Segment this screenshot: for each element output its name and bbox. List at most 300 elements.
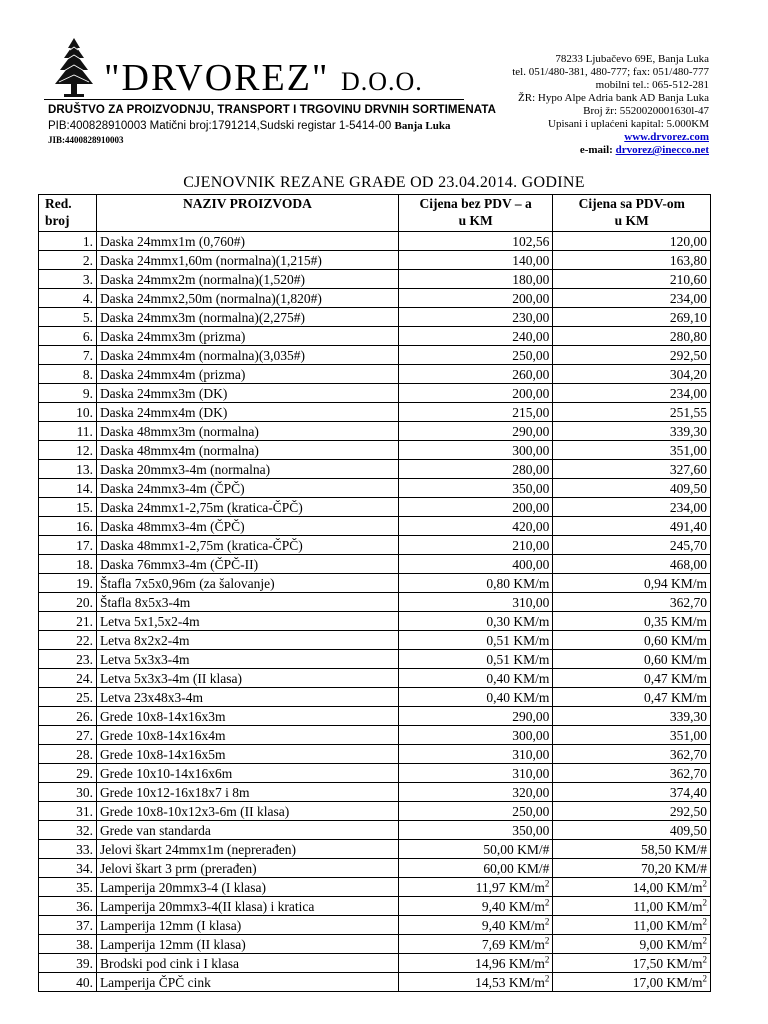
row-number [39, 308, 97, 327]
price-ex-vat-text: 350,00 [512, 822, 550, 838]
contact-mobile: mobilni tel.: 065-512-281 [595, 79, 709, 91]
row-number-text: 19. [76, 575, 93, 591]
price-inc-vat-text: 245,70 [669, 537, 707, 553]
price-inc-vat [553, 764, 711, 783]
price-ex-vat-text: 260,00 [512, 366, 550, 382]
row-number-text: 40. [76, 974, 93, 990]
price-ex-vat [398, 954, 553, 973]
row-number-text: 28. [76, 746, 93, 762]
row-number-text: 29. [76, 765, 93, 781]
price-ex-vat [398, 935, 553, 954]
table-row [39, 232, 711, 251]
price-ex-vat-text: 9,40 KM/m [481, 917, 545, 933]
price-inc-vat-text: 234,00 [669, 385, 707, 401]
price-inc-vat-text: 280,80 [669, 328, 707, 344]
price-inc-vat [553, 840, 711, 859]
row-number [39, 422, 97, 441]
price-inc-vat [553, 365, 711, 384]
price-inc-vat-text: 362,70 [669, 746, 707, 762]
price-inc-vat-text: 327,60 [669, 461, 707, 477]
col-header-price-inc-line1: Cijena sa PDV-om [578, 196, 685, 211]
price-ex-vat-text: 0,51 KM/m [486, 632, 550, 648]
price-ex-vat [398, 251, 553, 270]
price-inc-vat-text: 362,70 [669, 594, 707, 610]
col-header-name: NAZIV PROIZVODA [96, 195, 398, 232]
row-number [39, 536, 97, 555]
price-ex-vat-text: 200,00 [512, 290, 550, 306]
product-name [96, 916, 398, 935]
price-inc-vat-text: 304,20 [669, 366, 707, 382]
product-name [96, 498, 398, 517]
table-header-row [39, 195, 711, 232]
price-ex-vat-text: 14,96 KM/m [475, 955, 545, 971]
table-row [39, 251, 711, 270]
price-ex-vat [398, 688, 553, 707]
product-name-text: Daska 48mmx1-2,75m (kratica-ČPČ) [99, 537, 303, 553]
product-name-text: Lamperija 20mmx3-4 (I klasa) [99, 879, 267, 895]
product-name [96, 251, 398, 270]
table-row [39, 574, 711, 593]
unit-superscript: 2 [544, 935, 550, 945]
table-row [39, 954, 711, 973]
product-name [96, 745, 398, 764]
price-inc-vat [553, 631, 711, 650]
product-name-text: Grede 10x8-14x16x3m [99, 708, 226, 724]
table-row [39, 669, 711, 688]
table-row [39, 935, 711, 954]
product-name-text: Štafla 8x5x3-4m [99, 594, 191, 610]
product-name-text: Daska 24mmx4m (prizma) [99, 366, 246, 382]
unit-superscript: 2 [544, 916, 550, 926]
row-number-text: 2. [82, 252, 93, 268]
product-name-text: Daska 24mmx2m (normalna)(1,520#) [99, 271, 306, 287]
price-inc-vat [553, 745, 711, 764]
price-inc-vat-text: 409,50 [669, 822, 707, 838]
price-table [38, 194, 711, 992]
price-inc-vat [553, 935, 711, 954]
price-inc-vat-text: 11,00 KM/m [633, 917, 703, 933]
row-number [39, 270, 97, 289]
company-brand [104, 58, 423, 102]
company-description: DRUŠTVO ZA PROIZVODNJU, TRANSPORT I TRGOVINU DRVNIH SORTIMENATA [48, 104, 496, 116]
row-number-text: 14. [76, 480, 93, 496]
row-number [39, 916, 97, 935]
row-number-text: 20. [76, 594, 93, 610]
price-ex-vat [398, 555, 553, 574]
row-number [39, 935, 97, 954]
price-inc-vat-text: 17,00 KM/m [632, 974, 703, 990]
price-inc-vat [553, 783, 711, 802]
product-name-text: Lamperija ČPČ cink [99, 974, 211, 990]
price-inc-vat-text: 409,50 [669, 480, 707, 496]
price-inc-vat-text: 9,00 KM/m [639, 936, 703, 952]
product-name-text: Daska 48mmx3-4m (ČPČ) [99, 518, 245, 534]
price-ex-vat [398, 859, 553, 878]
product-name-text: Grede van standarda [99, 822, 211, 838]
table-row [39, 555, 711, 574]
table-row [39, 878, 711, 897]
page-title: CJENOVNIK REZANE GRAĐE OD 23.04.2014. GODINE [183, 174, 585, 191]
price-ex-vat-text: 250,00 [512, 803, 550, 819]
brand-name: "DRVOREZ" [104, 57, 330, 99]
unit-superscript: 2 [544, 878, 550, 888]
table-row [39, 384, 711, 403]
unit-superscript: 2 [702, 878, 707, 888]
product-name [96, 346, 398, 365]
product-name [96, 422, 398, 441]
price-inc-vat [553, 593, 711, 612]
row-number [39, 251, 97, 270]
row-number-text: 23. [76, 651, 93, 667]
product-name [96, 327, 398, 346]
price-ex-vat [398, 479, 553, 498]
price-inc-vat [553, 973, 711, 992]
product-name-text: Daska 24mmx4m (normalna)(3,035#) [99, 347, 306, 363]
unit-superscript: 2 [544, 954, 550, 964]
product-name-text: Grede 10x10-14x16x6m [99, 765, 233, 781]
product-name-text: Letva 5x1,5x2-4m [99, 613, 200, 629]
price-inc-vat-text: 351,00 [669, 442, 707, 458]
row-number [39, 612, 97, 631]
row-number [39, 878, 97, 897]
col-header-price-inc-line2: u KM [614, 213, 649, 228]
price-ex-vat [398, 973, 553, 992]
price-ex-vat [398, 441, 553, 460]
row-number [39, 650, 97, 669]
jib-number: JIB:4400828910003 [48, 135, 124, 145]
price-inc-vat [553, 916, 711, 935]
product-name-text: Daska 24mmx1-2,75m (kratica-ČPČ) [99, 499, 303, 515]
price-inc-vat [553, 726, 711, 745]
col-header-price-ex-line1: Cijena bez PDV – a [419, 196, 532, 211]
row-number [39, 783, 97, 802]
price-inc-vat-text: 468,00 [669, 556, 707, 572]
product-name [96, 650, 398, 669]
row-number [39, 840, 97, 859]
price-ex-vat [398, 745, 553, 764]
product-name [96, 840, 398, 859]
row-number-text: 1. [82, 233, 93, 249]
price-ex-vat-text: 9,40 KM/m [481, 898, 545, 914]
email-label: e-mail: [579, 144, 613, 156]
price-ex-vat-text: 0,30 KM/m [486, 613, 550, 629]
row-number-text: 5. [82, 309, 93, 325]
price-inc-vat-text: 11,00 KM/m [633, 898, 703, 914]
product-name [96, 460, 398, 479]
website-link[interactable]: www.drvorez.com [624, 131, 709, 143]
unit-superscript: 2 [544, 897, 550, 907]
price-inc-vat [553, 460, 711, 479]
price-inc-vat [553, 574, 711, 593]
email-row [512, 144, 709, 157]
row-number [39, 384, 97, 403]
product-name-text: Daska 24mmx3m (normalna)(2,275#) [99, 309, 306, 325]
table-row [39, 289, 711, 308]
price-ex-vat [398, 840, 553, 859]
product-name [96, 688, 398, 707]
price-ex-vat-text: 215,00 [512, 404, 550, 420]
price-inc-vat [553, 517, 711, 536]
product-name [96, 878, 398, 897]
price-ex-vat-text: 210,00 [512, 537, 550, 553]
product-name-text: Lamperija 12mm (I klasa) [99, 917, 242, 933]
email-link[interactable]: drvorez@inecco.net [615, 144, 709, 156]
price-inc-vat [553, 422, 711, 441]
row-number-text: 9. [82, 385, 93, 401]
table-row [39, 270, 711, 289]
price-inc-vat [553, 403, 711, 422]
row-number-text: 33. [76, 841, 93, 857]
brand-suffix: D.O.O. [340, 67, 423, 96]
contact-address: 78233 Ljubačevo 69E, Banja Luka [555, 53, 709, 65]
price-ex-vat [398, 498, 553, 517]
row-number-text: 18. [76, 556, 93, 572]
price-inc-vat-text: 234,00 [669, 499, 707, 515]
row-number [39, 498, 97, 517]
contact-account: Broj žr: 5520020001630l-47 [583, 105, 709, 117]
price-inc-vat-text: 374,40 [669, 784, 707, 800]
price-inc-vat [553, 802, 711, 821]
price-ex-vat-text: 200,00 [512, 385, 550, 401]
product-name [96, 631, 398, 650]
product-name [96, 973, 398, 992]
product-name-text: Daska 24mmx3m (DK) [99, 385, 228, 401]
price-inc-vat-text: 120,00 [669, 233, 707, 249]
price-ex-vat [398, 289, 553, 308]
row-number [39, 479, 97, 498]
table-row [39, 973, 711, 992]
price-ex-vat-text: 280,00 [512, 461, 550, 477]
product-name-text: Lamperija 12mm (II klasa) [99, 936, 246, 952]
row-number [39, 232, 97, 251]
row-number [39, 688, 97, 707]
product-name [96, 232, 398, 251]
price-ex-vat-text: 300,00 [512, 727, 550, 743]
price-inc-vat-text: 0,47 KM/m [643, 689, 707, 705]
price-inc-vat [553, 859, 711, 878]
price-ex-vat-text: 230,00 [512, 309, 550, 325]
contact-capital: Upisani i uplaćeni kapital: 5.000KM [548, 118, 709, 130]
product-name-text: Letva 5x3x3-4m [99, 651, 190, 667]
price-ex-vat-text: 310,00 [512, 765, 550, 781]
price-ex-vat-text: 11,97 KM/m [475, 879, 545, 895]
row-number-text: 35. [76, 879, 93, 895]
price-ex-vat [398, 593, 553, 612]
table-row [39, 308, 711, 327]
col-header-number [39, 195, 97, 232]
product-name [96, 555, 398, 574]
product-name [96, 308, 398, 327]
price-ex-vat-text: 200,00 [512, 499, 550, 515]
price-inc-vat-text: 234,00 [669, 290, 707, 306]
product-name [96, 574, 398, 593]
table-row [39, 441, 711, 460]
row-number-text: 34. [76, 860, 93, 876]
table-row [39, 707, 711, 726]
product-name [96, 612, 398, 631]
row-number [39, 327, 97, 346]
price-ex-vat-text: 290,00 [512, 708, 550, 724]
price-inc-vat [553, 555, 711, 574]
product-name [96, 289, 398, 308]
price-ex-vat-text: 0,80 KM/m [486, 575, 550, 591]
table-row [39, 593, 711, 612]
price-inc-vat [553, 536, 711, 555]
price-inc-vat [553, 327, 711, 346]
price-ex-vat [398, 669, 553, 688]
header-divider [44, 99, 464, 100]
row-number-text: 15. [76, 499, 93, 515]
price-ex-vat [398, 726, 553, 745]
price-inc-vat [553, 650, 711, 669]
price-ex-vat [398, 384, 553, 403]
row-number [39, 859, 97, 878]
price-inc-vat [553, 688, 711, 707]
price-ex-vat [398, 232, 553, 251]
price-ex-vat [398, 802, 553, 821]
price-inc-vat [553, 270, 711, 289]
table-row [39, 346, 711, 365]
unit-superscript: 2 [702, 935, 707, 945]
product-name-text: Daska 76mmx3-4m (ČPČ-II) [99, 556, 259, 572]
table-row [39, 802, 711, 821]
row-number-text: 4. [82, 290, 93, 306]
price-ex-vat-text: 140,00 [512, 252, 550, 268]
price-inc-vat-text: 14,00 KM/m [632, 879, 703, 895]
product-name-text: Grede 10x12-16x18x7 i 8m [99, 784, 250, 800]
row-number-text: 3. [82, 271, 93, 287]
col-header-number-line1: Red. [45, 196, 72, 211]
row-number [39, 460, 97, 479]
row-number [39, 669, 97, 688]
col-header-number-line2: broj [45, 213, 70, 228]
table-row [39, 365, 711, 384]
price-ex-vat-text: 240,00 [512, 328, 550, 344]
price-ex-vat [398, 346, 553, 365]
product-name [96, 897, 398, 916]
price-ex-vat [398, 916, 553, 935]
product-name [96, 726, 398, 745]
product-name [96, 593, 398, 612]
row-number-text: 38. [76, 936, 93, 952]
price-ex-vat-text: 60,00 KM/# [483, 860, 550, 876]
price-inc-vat-text: 58,50 KM/# [640, 841, 707, 857]
price-inc-vat-text: 210,60 [669, 271, 707, 287]
row-number-text: 27. [76, 727, 93, 743]
price-inc-vat-text: 292,50 [669, 347, 707, 363]
table-row [39, 764, 711, 783]
row-number [39, 821, 97, 840]
price-ex-vat-text: 420,00 [512, 518, 550, 534]
row-number-text: 10. [76, 404, 93, 420]
price-inc-vat [553, 707, 711, 726]
product-name [96, 384, 398, 403]
price-ex-vat [398, 783, 553, 802]
product-name [96, 517, 398, 536]
price-ex-vat [398, 631, 553, 650]
price-inc-vat [553, 821, 711, 840]
row-number [39, 973, 97, 992]
price-inc-vat-text: 269,10 [669, 309, 707, 325]
price-inc-vat [553, 878, 711, 897]
price-inc-vat [553, 669, 711, 688]
price-ex-vat-text: 7,69 KM/m [481, 936, 545, 952]
price-ex-vat [398, 821, 553, 840]
row-number-text: 26. [76, 708, 93, 724]
product-name [96, 403, 398, 422]
table-row [39, 460, 711, 479]
price-inc-vat-text: 70,20 KM/# [640, 860, 707, 876]
table-row [39, 536, 711, 555]
price-ex-vat-text: 0,51 KM/m [486, 651, 550, 667]
product-name-text: Letva 5x3x3-4m (II klasa) [99, 670, 243, 686]
price-ex-vat [398, 403, 553, 422]
table-row [39, 916, 711, 935]
price-ex-vat-text: 0,40 KM/m [486, 689, 550, 705]
price-ex-vat-text: 350,00 [512, 480, 550, 496]
price-ex-vat-text: 180,00 [512, 271, 550, 287]
table-row [39, 783, 711, 802]
price-inc-vat-text: 0,60 KM/m [643, 632, 707, 648]
price-inc-vat-text: 0,60 KM/m [643, 651, 707, 667]
price-ex-vat-text: 400,00 [512, 556, 550, 572]
table-row [39, 859, 711, 878]
table-row [39, 403, 711, 422]
product-name-text: Grede 10x8-14x16x5m [99, 746, 226, 762]
table-row [39, 840, 711, 859]
price-ex-vat [398, 517, 553, 536]
product-name-text: Daska 24mmx4m (DK) [99, 404, 228, 420]
price-inc-vat-text: 491,40 [669, 518, 707, 534]
row-number [39, 403, 97, 422]
product-name [96, 954, 398, 973]
table-row [39, 650, 711, 669]
row-number-text: 37. [76, 917, 93, 933]
unit-superscript: 2 [702, 973, 707, 983]
price-inc-vat-text: 339,30 [669, 423, 707, 439]
table-row [39, 498, 711, 517]
product-name [96, 707, 398, 726]
price-inc-vat [553, 954, 711, 973]
product-name-text: Štafla 7x5x0,96m (za šalovanje) [99, 575, 275, 591]
unit-superscript: 2 [544, 973, 550, 983]
price-ex-vat [398, 897, 553, 916]
price-ex-vat [398, 764, 553, 783]
product-name [96, 935, 398, 954]
product-name [96, 441, 398, 460]
product-name [96, 802, 398, 821]
product-name [96, 783, 398, 802]
price-ex-vat [398, 422, 553, 441]
row-number-text: 11. [76, 423, 93, 439]
row-number-text: 17. [76, 537, 93, 553]
price-inc-vat [553, 384, 711, 403]
table-row [39, 479, 711, 498]
row-number [39, 517, 97, 536]
contact-phone: tel. 051/480-381, 480-777; fax: 051/480-777 [512, 66, 709, 78]
price-ex-vat [398, 650, 553, 669]
row-number-text: 22. [76, 632, 93, 648]
table-row [39, 327, 711, 346]
col-header-price-ex-line2: u KM [458, 213, 493, 228]
table-row [39, 517, 711, 536]
product-name-text: Daska 24mmx2,50m (normalna)(1,820#) [99, 290, 322, 306]
price-inc-vat [553, 289, 711, 308]
row-number-text: 32. [76, 822, 93, 838]
price-ex-vat-text: 290,00 [512, 423, 550, 439]
row-number-text: 7. [82, 347, 93, 363]
price-inc-vat [553, 479, 711, 498]
